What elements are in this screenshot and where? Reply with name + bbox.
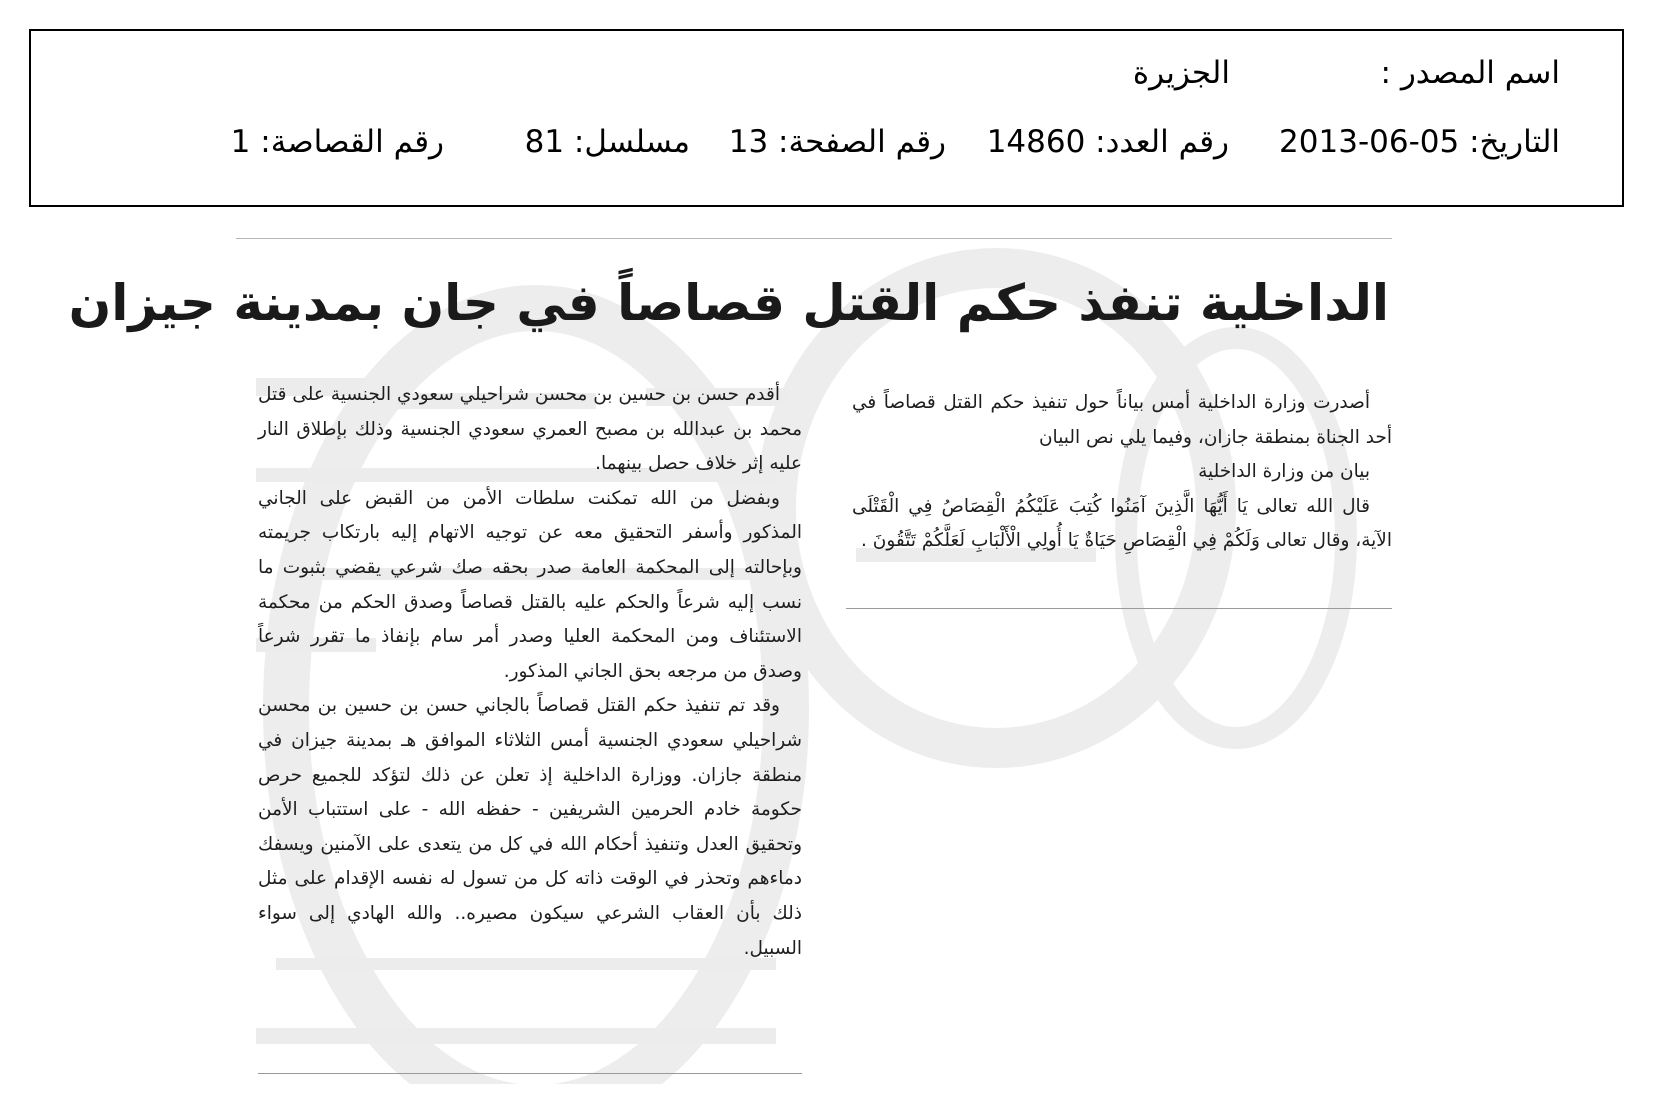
- newspaper-clipping: [68, 238, 1392, 1084]
- serial-number-field: مسلسل: 81: [524, 124, 690, 160]
- article-headline: الداخلية تنفذ حكم القتل قصاصاً في جان بمدينة جيزان: [68, 274, 1389, 332]
- source-label: اسم المصدر :: [1380, 55, 1560, 91]
- paragraph: وقد تم تنفيذ حكم القتل قصاصاً بالجاني حسن بن حسين بن محسن شراحيلي سعودي الجنسية أمس الثلاثاء الموافق هـ بمدينة جيزان في منطقة جازان. ووزارة الداخلية إذ تعلن عن ذلك لتؤكد للجميع حرص حكومة خادم الحرمين الشريفين - حفظه الله - على استتباب الأمن وتحقيق العدل وتنفيذ أحكام الله في كل من يتعدى على الآمنين ويسفك دماءهم وتحذر في الوقت ذاته كل من تسول له نفسه الإقدام على مثل ذلك بأن العقاب الشرعي سيكون مصيره.. والله الهادي إلى سواء السبيل.: [258, 695, 802, 959]
- clipping-info-box: [29, 29, 1624, 207]
- paragraph: بيان من وزارة الداخلية: [1198, 461, 1370, 483]
- date-field: التاريخ: 05-06-2013: [1279, 124, 1560, 160]
- paragraph: أصدرت وزارة الداخلية أمس بياناً حول تنفيذ حكم القتل قصاصاً في أحد الجناة بمنطقة جازان، وفيما يلي نص البيان: [852, 392, 1392, 448]
- source-value: الجزيرة: [1132, 55, 1230, 91]
- column-end-rule: [846, 608, 1392, 609]
- page-number-field: رقم الصفحة: 13: [728, 124, 946, 160]
- paragraph: أقدم حسن بن حسين بن محسن شراحيلي سعودي الجنسية على قتل محمد بن عبدالله بن مصبح العمري سعودي الجنسية وذلك بإطلاق النار عليه إثر خلاف حصل بينهما.: [258, 384, 802, 475]
- article-column-left: [258, 378, 802, 966]
- clip-number-field: رقم القصاصة: 1: [230, 124, 444, 160]
- article-column-right: [852, 386, 1392, 559]
- column-end-rule: [258, 1073, 802, 1074]
- issue-number-field: رقم العدد: 14860: [986, 124, 1229, 160]
- paragraph: وبفضل من الله تمكنت سلطات الأمن من القبض على الجاني المذكور وأسفر التحقيق معه عن توجيه الاتهام إليه بارتكاب جريمته وبإحالته إلى المحكمة العامة صدر بحقه صك شرعي يقضي بثبوت ما نسب إليه شرعاً والحكم عليه بالقتل قصاصاً وصدق الحكم من محكمة الاستئناف ومن المحكمة العليا وصدر أمر سام بإنفاذ ما تقرر شرعاً وصدق من مرجعه بحق الجاني المذكور.: [258, 487, 802, 682]
- paragraph: قال الله تعالى يَا أَيُّهَا الَّذِينَ آمَنُوا كُتِبَ عَلَيْكُمُ الْقِصَاصُ فِي الْقَتْلَى الآية، وقال تعالى وَلَكُمْ فِي الْقِصَاصِ حَيَاةٌ يَا أُولِي الْأَلْبَابِ لَعَلَّكُمْ تَتَّقُونَ .: [852, 495, 1392, 552]
